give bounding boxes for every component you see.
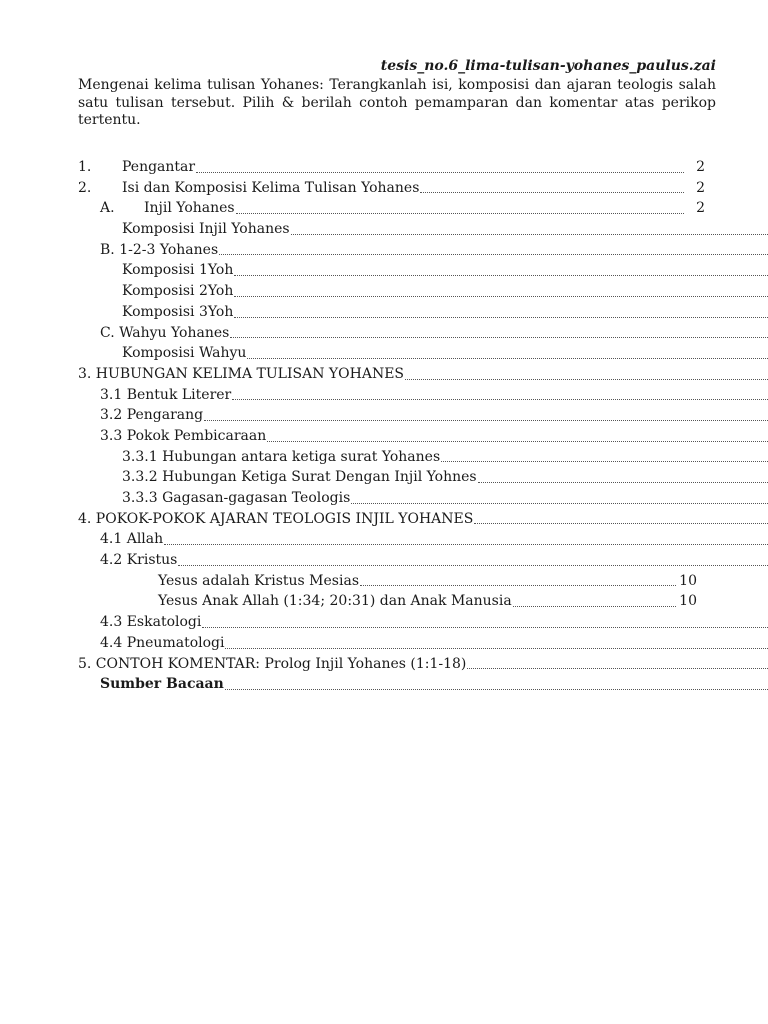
- toc-entry-title: 4.4 Pneumatologi: [100, 634, 225, 651]
- toc-entry: [0, 654, 768, 675]
- toc-entry-title: Komposisi Wahyu: [122, 345, 247, 362]
- toc-entry-title: B. 1-2-3 Yohanes: [100, 241, 219, 258]
- toc-entry: [0, 364, 768, 385]
- toc-leader-dots: [513, 591, 676, 607]
- toc-page-number: 2: [696, 179, 705, 196]
- table-of-contents: [0, 157, 768, 695]
- toc-leader-dots: [420, 178, 684, 194]
- toc-page-number: 2: [696, 200, 705, 217]
- toc-entry-title: Sumber Bacaan: [100, 676, 224, 693]
- toc-leader-dots: [474, 509, 768, 525]
- toc-entry: [0, 509, 768, 530]
- toc-entry-title: 3.2 Pengarang: [100, 407, 204, 424]
- toc-entry-title: 3.3 Pokok Pembicaraan: [100, 427, 267, 444]
- toc-entry-title: 3. HUBUNGAN KELIMA TULISAN YOHANES: [78, 365, 405, 382]
- toc-leader-dots: [196, 157, 684, 173]
- toc-entry-number: A.: [100, 200, 115, 217]
- toc-page-number: 10: [679, 593, 697, 610]
- toc-leader-dots: [291, 219, 768, 235]
- toc-leader-dots: [225, 633, 768, 649]
- toc-entry: [0, 633, 768, 654]
- toc-entry-title: 4. POKOK-POKOK AJARAN TEOLOGIS INJIL YOHANES: [78, 510, 474, 527]
- intro-paragraph: Mengenai kelima tulisan Yohanes: Terangkanlah isi, komposisi dan ajaran teologis salah satu tulisan tersebut. Pilih & berilah contoh pemamparan dan komentar atas perikop tertentu.: [78, 77, 716, 129]
- toc-entry-title: 4.3 Eskatologi: [100, 614, 202, 631]
- toc-leader-dots: [467, 654, 768, 670]
- toc-entry: [0, 323, 768, 344]
- toc-entry: [0, 343, 768, 364]
- toc-leader-dots: [178, 550, 768, 566]
- toc-leader-dots: [230, 323, 768, 339]
- toc-entry-title: Pengantar: [122, 159, 196, 175]
- toc-leader-dots: [236, 198, 684, 214]
- toc-leader-dots: [164, 529, 768, 545]
- toc-leader-dots: [405, 364, 768, 380]
- toc-leader-dots: [267, 426, 768, 442]
- toc-entry-title: C. Wahyu Yohanes: [100, 324, 230, 341]
- toc-entry: [0, 260, 768, 281]
- toc-leader-dots: [204, 405, 768, 421]
- toc-entry: [0, 571, 768, 592]
- toc-entry: [0, 488, 768, 509]
- toc-entry: [0, 219, 768, 240]
- toc-entry-title: 5. CONTOH KOMENTAR: Prolog Injil Yohanes (1:1-18): [78, 655, 467, 672]
- toc-leader-dots: [225, 674, 768, 690]
- toc-page-number: 10: [679, 572, 697, 589]
- toc-entry-title: 3.3.1 Hubungan antara ketiga surat Yohanes: [122, 448, 441, 465]
- toc-entry-number: 1.: [78, 159, 92, 175]
- toc-entry-title: 3.1 Bentuk Literer: [100, 386, 232, 403]
- toc-leader-dots: [351, 488, 768, 504]
- document-header: tesis_no.6_lima-tulisan-yohanes_paulus.zai: [380, 58, 716, 74]
- toc-entry: [0, 612, 768, 633]
- toc-entry: [0, 281, 768, 302]
- toc-entry-title: Komposisi Injil Yohanes: [122, 221, 290, 238]
- toc-entry-title: 3.3.2 Hubungan Ketiga Surat Dengan Injil Yohnes: [122, 469, 477, 486]
- toc-entry-title: Komposisi 3Yoh: [122, 303, 234, 320]
- toc-entry-title: Komposisi 1Yoh: [122, 262, 234, 279]
- toc-entry: [0, 674, 768, 695]
- toc-leader-dots: [247, 343, 768, 359]
- toc-entry-title: 4.2 Kristus: [100, 552, 178, 569]
- toc-entry: [0, 240, 768, 261]
- toc-entry: [0, 198, 768, 219]
- toc-entry: [0, 467, 768, 488]
- toc-entry-title: Komposisi 2Yoh: [122, 283, 234, 300]
- toc-entry: [0, 157, 768, 178]
- toc-entry-title: 3.3.3 Gagasan-gagasan Teologis: [122, 490, 351, 506]
- toc-entry-title: 4.1 Allah: [100, 531, 164, 548]
- toc-leader-dots: [478, 467, 768, 483]
- toc-leader-dots: [234, 302, 768, 318]
- toc-leader-dots: [232, 385, 768, 401]
- toc-entry: [0, 426, 768, 447]
- toc-entry: [0, 447, 768, 468]
- toc-entry-title: Yesus adalah Kristus Mesias: [158, 572, 359, 589]
- toc-page-number: 2: [696, 159, 705, 175]
- toc-entry-title: Injil Yohanes: [144, 200, 235, 217]
- toc-entry-title: Yesus Anak Allah (1:34; 20:31) dan Anak Manusia: [158, 593, 512, 610]
- toc-entry-title: Isi dan Komposisi Kelima Tulisan Yohanes: [122, 179, 420, 196]
- toc-leader-dots: [202, 612, 768, 628]
- toc-entry: [0, 385, 768, 406]
- toc-leader-dots: [441, 447, 768, 463]
- toc-leader-dots: [234, 281, 768, 297]
- toc-entry: [0, 550, 768, 571]
- toc-leader-dots: [219, 240, 768, 256]
- toc-entry: [0, 302, 768, 323]
- toc-entry-number: 2.: [78, 179, 92, 196]
- toc-entry: [0, 178, 768, 199]
- toc-leader-dots: [234, 260, 768, 276]
- toc-entry: [0, 591, 768, 612]
- toc-entry: [0, 405, 768, 426]
- toc-entry: [0, 529, 768, 550]
- toc-leader-dots: [360, 571, 676, 587]
